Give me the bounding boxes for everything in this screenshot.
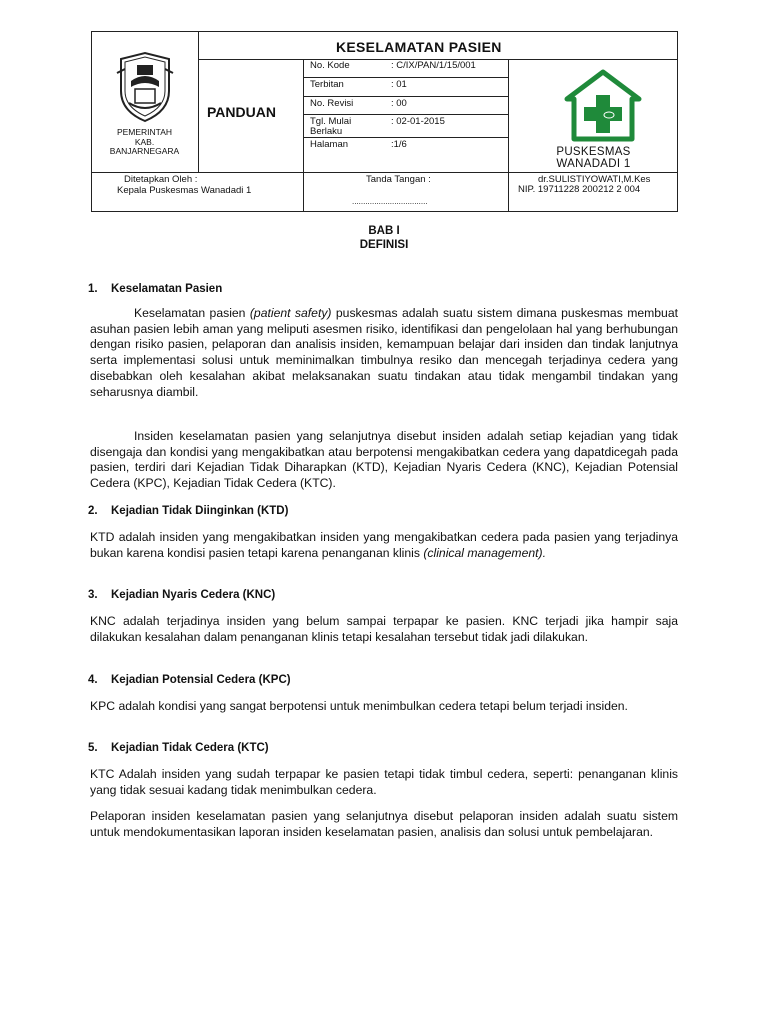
- meta-key: Terbitan: [310, 79, 344, 90]
- italic-term: (patient safety): [249, 306, 332, 320]
- section-number: 5.: [88, 742, 98, 754]
- meta-value: : 00: [391, 98, 407, 109]
- meta-key: No. Revisi: [310, 98, 354, 109]
- meta-key: Tgl. Mulai Berlaku: [310, 116, 352, 137]
- paragraph: [90, 530, 678, 561]
- col-divider-left: [198, 31, 199, 173]
- meta-row-revisi: [304, 97, 509, 115]
- section-title: Kejadian Nyaris Cedera (KNC): [111, 589, 276, 601]
- chapter-number: BAB I: [368, 225, 400, 237]
- official-nip: NIP. 19711228 200212 2 004: [518, 184, 641, 195]
- paragraph: Insiden keselamatan pasien yang selanjutnya disebut insiden adalah setiap kejadian yang tidak disengaja dan kondisi yang mengakibatkan atau berpotensi mengakibatkan cedera yang dapatdicegah pada pasien, terdiri dari Kejadian Tidak Diharapkan (KTD), Kejadian Nyaris Cedera (KNC), Kejadian Potensial Cedera (KPC), Kejadian Tidak Cedera (KTC).: [90, 429, 678, 491]
- chapter-title: DEFINISI: [359, 239, 409, 251]
- text-run: KTD adalah insiden yang mengakibatkan insiden yang mengakibatkan cedera pada pasien yang terjadinya bukan karena kondisi pasien tetapi karena penanganan klinis: [90, 530, 678, 560]
- ditetapkan-cell: [91, 175, 298, 196]
- official-cell: [514, 175, 674, 195]
- paragraph: KTC Adalah insiden yang sudah terpapar ke pasien tetapi tidak timbul cedera, seperti: penanganan klinis yang tidak sesuai kadang tidak menimbulkan cedera.: [90, 767, 678, 797]
- puskesmas-line-1: PUSKESMAS: [556, 146, 631, 158]
- left-org-name: [91, 128, 198, 157]
- paragraph: Pelaporan insiden keselamatan pasien yang selanjutnya disebut pelaporan insiden adalah suatu sistem untuk mendokumentasikan laporan insiden keselamatan pasien, analisis dan solusi untuk pembelajaran.: [90, 809, 678, 839]
- italic-term: (clinical management).: [423, 545, 546, 560]
- paragraph: KNC adalah terjadinya insiden yang belum sampai terpapar ke pasien. KNC terjadi jika hampir saja dilakukan kesalahan dalam penanganan klinis tetapi kesalahan tersebut tidak jadi dilakukan.: [90, 614, 678, 644]
- section-heading-4: [88, 674, 291, 686]
- org-line-3: BANJARNEGARA: [109, 146, 180, 156]
- section-title: Keselamatan Pasien: [111, 283, 223, 295]
- meta-row-halaman: [304, 138, 509, 158]
- text-run: puskesmas adalah suatu sistem dimana puskesmas membuat asuhan pasien lebih aman yang meliputi asesmen risiko, identifikasi dan pengelolaan hal yang berhubungan dengan risiko pasien, pelaporan dan analisis insiden, kemampuan belajar dari insiden dan tindak lanjutnya serta implementasi solusi untuk meminimalkan timbulnya resiko dan mencegah terjadinya cedera yang disebabkan oleh kesalahan akibat melaksanakan suatu tindakan atau tidak mengambil tindakan yang seharusnya diambil.: [90, 306, 678, 399]
- puskesmas-logo-icon: [564, 69, 642, 143]
- section-heading-1: [88, 283, 222, 295]
- ditetapkan-label: Ditetapkan Oleh :: [124, 174, 198, 185]
- signature-line: ..................................: [352, 197, 428, 206]
- meta-row-kode: [304, 59, 509, 78]
- section-heading-3: [88, 589, 275, 601]
- section-number: 3.: [88, 589, 98, 601]
- section-number: 1.: [88, 283, 98, 295]
- meta-value: : 02-01-2015: [391, 116, 445, 127]
- section-number: 4.: [88, 674, 98, 686]
- tanda-tangan-cell: [304, 175, 508, 207]
- section-title: Kejadian Tidak Cedera (KTC): [111, 742, 269, 754]
- section-number: 2.: [88, 505, 98, 517]
- document-header-table: [91, 31, 678, 212]
- meta-key: No. Kode: [310, 60, 350, 71]
- document-title: KESELAMATAN PASIEN: [336, 39, 502, 55]
- section-heading-5: [88, 742, 269, 754]
- banjarnegara-emblem-icon: [115, 51, 175, 125]
- text-run: Keselamatan pasien: [134, 306, 250, 320]
- meta-row-terbitan: [304, 78, 509, 97]
- footer-row-divider: [91, 172, 678, 173]
- paragraph: KPC adalah kondisi yang sangat berpotensi untuk menimbulkan cedera tetapi belum terjadi insiden.: [90, 699, 628, 713]
- meta-value: :1/6: [391, 139, 407, 150]
- document-type: PANDUAN: [207, 104, 276, 120]
- meta-row-tgl-mulai: [304, 115, 509, 138]
- meta-value: : 01: [391, 79, 407, 90]
- meta-value: : C/IX/PAN/1/15/001: [391, 60, 476, 71]
- org-line-1: PEMERINTAH: [116, 127, 173, 137]
- ditetapkan-value: Kepala Puskesmas Wanadadi 1: [117, 185, 252, 196]
- section-title: Kejadian Tidak Diinginkan (KTD): [111, 505, 289, 517]
- official-name: dr.SULISTIYOWATI,M.Kes: [538, 174, 651, 185]
- meta-key: Halaman: [310, 139, 349, 150]
- puskesmas-name: [509, 146, 678, 170]
- tanda-tangan-label: Tanda Tangan :: [366, 174, 431, 185]
- org-line-2: KAB.: [134, 136, 155, 147]
- paragraph: [90, 306, 678, 400]
- section-heading-2: [88, 505, 288, 517]
- puskesmas-line-2: WANADADI 1: [556, 158, 631, 170]
- section-title: Kejadian Potensial Cedera (KPC): [111, 674, 291, 686]
